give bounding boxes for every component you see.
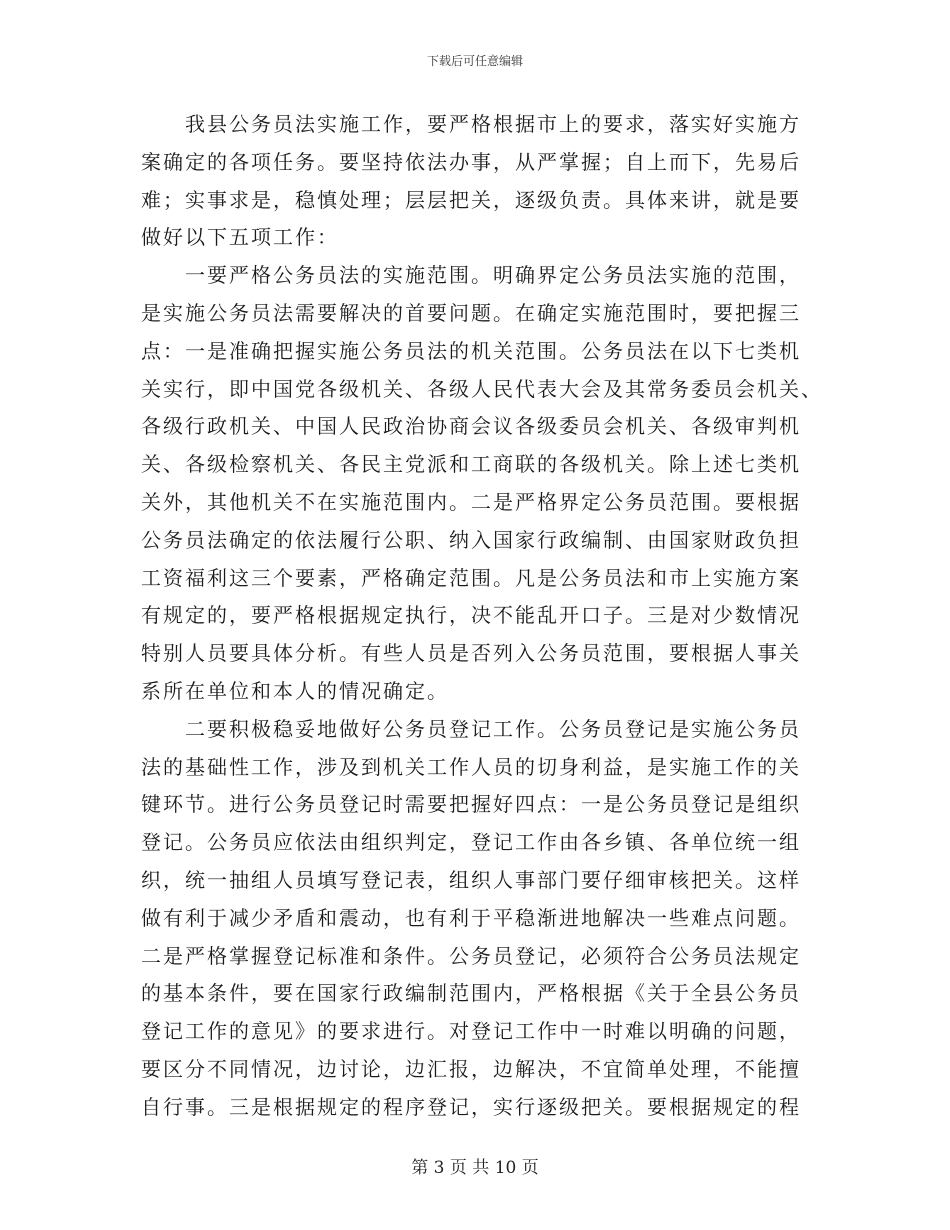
- text-line: 是实施公务员法需要解决的首要问题。在确定实施范围时，要把握三: [141, 300, 801, 325]
- text-line: 键环节。进行公务员登记时需要把握好四点：一是公务员登记是组织: [141, 792, 801, 817]
- page-header: 下载后可任意编辑: [426, 54, 523, 68]
- text-line: 我县公务员法实施工作，要严格根据市上的要求，落实好实施方: [141, 112, 801, 136]
- paragraph-3: [141, 711, 811, 1127]
- text-line: 公务员法确定的依法履行公职、纳入国家行政编制、由国家财政负担: [141, 527, 801, 552]
- text-line: 关实行，即中国党各级机关、各级人民代表大会及其常务委员会机关、: [141, 376, 823, 401]
- text-line: 系所在单位和本人的情况确定。: [141, 678, 449, 703]
- paragraph-1: [141, 106, 811, 257]
- text-line: 织，统一抽组人员填写登记表，组织人事部门要仔细审核把关。这样: [141, 867, 801, 892]
- text-line: 登记工作的意见》的要求进行。对登记工作中一时难以明确的问题，: [141, 1019, 801, 1044]
- text-line: 法的基础性工作，涉及到机关工作人员的切身利益，是实施工作的关: [141, 754, 801, 779]
- text-line: 关、各级检察机关、各民主党派和工商联的各级机关。除上述七类机: [141, 452, 801, 477]
- text-line: 的基本条件，要在国家行政编制范围内，严格根据《关于全县公务员: [141, 981, 801, 1006]
- text-line: 案确定的各项任务。要坚持依法办事，从严掌握；自上而下，先易后: [141, 149, 801, 174]
- text-line: 点：一是准确把握实施公务员法的机关范围。公务员法在以下七类机: [141, 338, 801, 363]
- paragraph-2: [141, 257, 823, 711]
- text-line: 工资福利这三个要素，严格确定范围。凡是公务员法和市上实施方案: [141, 565, 801, 590]
- text-line: 二是严格掌握登记标准和条件。公务员登记，必须符合公务员法规定: [141, 943, 801, 968]
- text-line: 做好以下五项工作：: [141, 225, 339, 250]
- text-line: 各级行政机关、中国人民政治协商会议各级委员会机关、各级审判机: [141, 414, 801, 439]
- text-line: 自行事。三是根据规定的程序登记，实行逐级把关。要根据规定的程: [141, 1094, 801, 1119]
- page-number-footer: 第 3 页 共 10 页: [411, 1158, 539, 1178]
- text-line: 一要严格公务员法的实施范围。明确界定公务员法实施的范围，: [141, 263, 801, 288]
- text-line: 特别人员要具体分析。有些人员是否列入公务员范围，要根据人事关: [141, 641, 801, 666]
- text-line: 做有利于减少矛盾和震动，也有利于平稳渐进地解决一些难点问题。: [141, 905, 801, 930]
- text-line: 有规定的，要严格根据规定执行，决不能乱开口子。三是对少数情况: [141, 603, 801, 628]
- document-body: [141, 106, 823, 1127]
- text-line: 二要积极稳妥地做好公务员登记工作。公务员登记是实施公务员: [141, 716, 801, 741]
- text-line: 关外，其他机关不在实施范围内。二是严格界定公务员范围。要根据: [141, 489, 801, 514]
- text-line: 要区分不同情况，边讨论，边汇报，边解决，不宜简单处理，不能擅: [141, 1056, 801, 1081]
- text-line: 难；实事求是，稳慎处理；层层把关，逐级负责。具体来讲，就是要: [141, 187, 801, 212]
- text-line: 登记。公务员应依法由组织判定，登记工作由各乡镇、各单位统一组: [141, 830, 801, 855]
